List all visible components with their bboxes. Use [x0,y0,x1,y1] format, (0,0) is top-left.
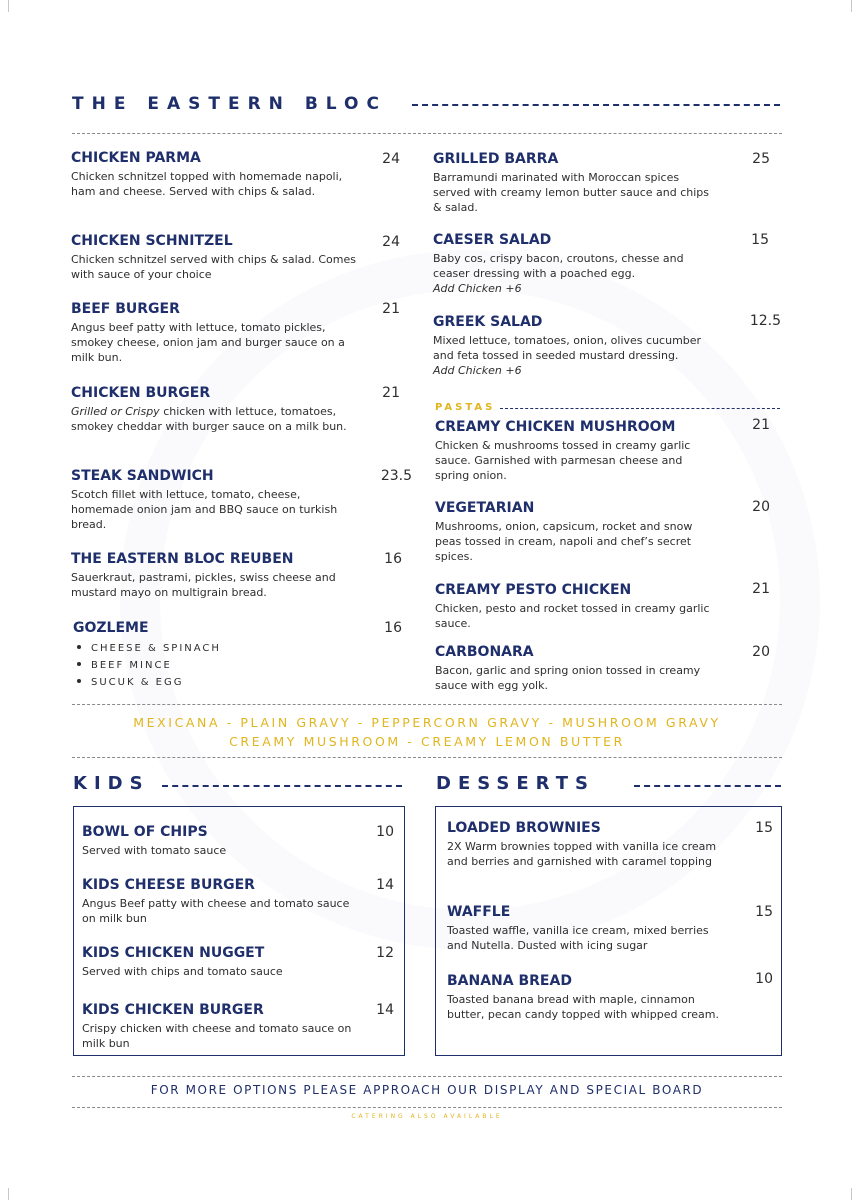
menu-item-loaded-brownies [447,820,732,869]
crop-mark [851,1188,852,1200]
item-price: 15 [751,232,769,248]
menu-item-reuben [71,551,356,600]
item-name: CHICKEN BURGER [71,385,211,401]
item-price: 16 [384,551,402,567]
item-description: Toasted waffle, vanilla ice cream, mixed berries and Nutella. Dusted with icing sugar [447,924,709,952]
list-item: BEEF MINCE [73,657,358,674]
item-addon: Add Chicken +6 [433,282,522,295]
divider [72,704,782,705]
menu-item-beef-burger [71,301,356,365]
item-description: Mixed lettuce, tomatoes, onion, olives cucumber and feta tossed in seeded mustard dressing. [433,334,702,362]
menu-item-creamy-pesto-chicken [435,582,720,631]
item-price: 20 [752,499,770,515]
menu-item-chicken-schnitzel [71,233,356,282]
item-description-italic: Grilled or Crispy [71,405,160,418]
title-divider [412,104,780,106]
menu-item-chicken-parma [71,150,356,199]
divider [72,757,782,758]
menu-item-steak-sandwich [71,468,356,532]
item-price: 20 [752,644,770,660]
item-description: Chicken & mushrooms tossed in creamy garlic sauce. Garnished with parmesan cheese and spring onion. [435,439,691,482]
menu-item-vegetarian [435,500,720,564]
item-price: 14 [376,877,394,893]
item-name: CAESER SALAD [433,232,552,248]
item-name: KIDS CHICKEN NUGGET [82,945,265,961]
item-name: CREAMY CHICKEN MUSHROOM [435,419,676,435]
item-price: 21 [382,301,400,317]
item-description: Angus Beef patty with cheese and tomato sauce on milk bun [82,897,350,925]
item-description: Barramundi marinated with Moroccan spices served with creamy lemon butter sauce and chips & salad. [433,171,710,214]
item-name: GRILLED BARRA [433,151,559,167]
item-price: 24 [382,234,400,250]
menu-item-kids-chicken-nugget [82,945,352,979]
item-price: 24 [382,151,400,167]
item-name: BOWL OF CHIPS [82,824,208,840]
item-price: 12 [376,945,394,961]
item-description: Angus beef patty with lettuce, tomato pickles, smokey cheese, onion jam and burger sauce on a milk bun. [71,321,345,364]
kids-heading: KIDS [73,773,150,794]
item-description: Served with chips and tomato sauce [82,965,283,978]
item-price: 14 [376,1002,394,1018]
item-name: CREAMY PESTO CHICKEN [435,582,632,598]
item-description: Chicken schnitzel topped with homemade napoli, ham and cheese. Served with chips & salad. [71,170,343,198]
menu-item-banana-bread [447,973,732,1022]
item-price: 12.5 [749,313,781,329]
item-name: CARBONARA [435,644,534,660]
divider [72,1076,782,1077]
divider [72,133,782,134]
menu-item-gozleme [73,620,358,691]
item-description: Mushrooms, onion, capsicum, rocket and snow peas tossed in cream, napoli and chef’s secret spices. [435,520,693,563]
desserts-heading: DESSERTS [436,773,595,794]
item-description: Toasted banana bread with maple, cinnamon butter, pecan candy topped with whipped cream. [447,993,719,1021]
crop-mark [8,0,9,12]
menu-item-kids-cheese-burger [82,877,352,926]
item-price: 10 [376,824,394,840]
item-description: Crispy chicken with cheese and tomato sauce on milk bun [82,1022,352,1050]
crop-mark [8,1188,9,1200]
page-title: THE EASTERN BLOC [72,94,387,114]
item-price: 10 [755,971,773,987]
item-description: Served with tomato sauce [82,844,227,857]
menu-item-kids-chicken-burger [82,1002,352,1051]
item-description: Chicken schnitzel served with chips & salad. Comes with sauce of your choice [71,253,356,281]
item-description [71,404,356,434]
catering-note: CATERING ALSO AVAILABLE [351,1113,503,1120]
item-name: WAFFLE [447,904,511,920]
menu-item-carbonara [435,644,720,693]
item-name: CHICKEN SCHNITZEL [71,233,233,249]
item-addon: Add Chicken +6 [433,364,522,377]
item-price: 21 [752,417,770,433]
item-price: 21 [752,581,770,597]
item-price: 23.5 [380,468,412,484]
menu-item-bowl-of-chips [82,824,352,858]
item-description: Chicken, pesto and rocket tossed in creamy garlic sauce. [435,602,710,630]
item-name: BANANA BREAD [447,973,572,989]
item-name: KIDS CHEESE BURGER [82,877,255,893]
divider [72,1107,782,1108]
kids-divider [162,785,402,787]
pastas-divider [500,408,780,409]
item-description: 2X Warm brownies topped with vanilla ice cream and berries and garnished with caramel topping [447,840,717,868]
item-price: 21 [382,385,400,401]
list-item: SUCUK & EGG [73,674,358,691]
list-item: CHEESE & SPINACH [73,640,358,657]
item-description-text: chicken with lettuce, tomatoes, smokey cheddar with burger sauce on a milk bun. [71,405,347,433]
item-description: Bacon, garlic and spring onion tossed in creamy sauce with egg yolk. [435,664,701,692]
item-name: GREEK SALAD [433,314,543,330]
item-price: 25 [752,151,770,167]
footer-note: FOR MORE OPTIONS PLEASE APPROACH OUR DISPLAY AND SPECIAL BOARD [150,1083,704,1097]
item-description: Sauerkraut, pastrami, pickles, swiss cheese and mustard mayo on multigrain bread. [71,571,336,599]
desserts-divider [634,785,781,787]
item-name: CHICKEN PARMA [71,150,201,166]
item-name: THE EASTERN BLOC REUBEN [71,551,294,567]
item-name: GOZLEME [73,620,149,636]
item-description: Baby cos, crispy bacon, croutons, chesse and ceaser dressing with a poached egg. [433,252,684,280]
menu-item-chicken-burger [71,385,356,434]
item-price: 15 [755,904,773,920]
menu-item-waffle [447,904,732,953]
item-name: KIDS CHICKEN BURGER [82,1002,264,1018]
item-description: Scotch fillet with lettuce, tomato, cheese, homemade onion jam and BBQ sauce on turkish bread. [71,488,338,531]
menu-item-caeser-salad [433,232,718,296]
item-price: 15 [755,820,773,836]
item-price: 16 [384,620,402,636]
menu-item-greek-salad [433,314,718,378]
item-name: VEGETARIAN [435,500,535,516]
item-name: BEEF BURGER [71,301,180,317]
gozleme-options [73,640,358,691]
menu-item-creamy-chicken-mushroom [435,419,720,483]
sauce-options-line-2: CREAMY MUSHROOM - CREAMY LEMON BUTTER [229,734,625,749]
crop-mark [851,0,852,12]
item-name: STEAK SANDWICH [71,468,214,484]
pastas-heading: PASTAS [435,402,496,413]
sauce-options-line-1: MEXICANA - PLAIN GRAVY - PEPPERCORN GRAVY - MUSHROOM GRAVY [133,715,721,730]
menu-item-grilled-barra [433,151,718,215]
item-name: LOADED BROWNIES [447,820,601,836]
